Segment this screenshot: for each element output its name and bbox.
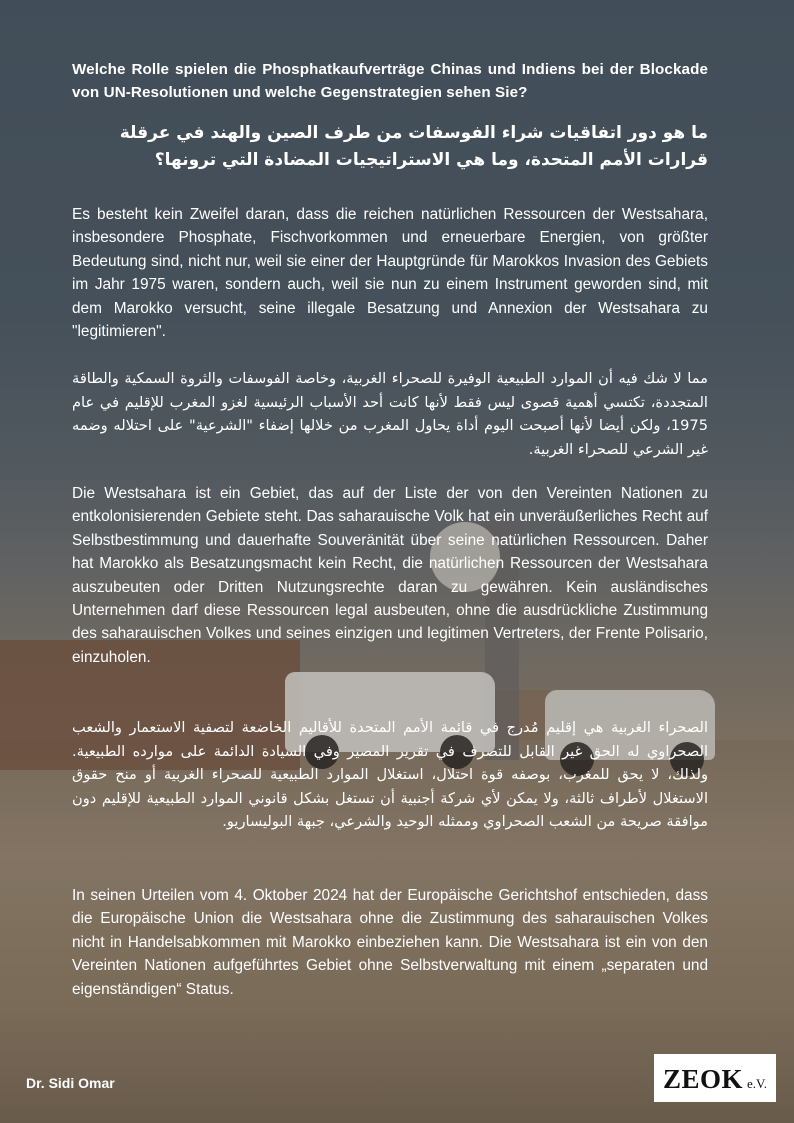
logo-main-text: ZEOK [662, 1064, 744, 1094]
question-german: Welche Rolle spielen die Phosphatkaufverträge Chinas und Indiens bei der Blockade von UN-Resolutionen und welche Gegenstrategien sehen Sie? [72, 61, 708, 101]
paragraph-german-1: Es besteht kein Zweifel daran, dass die reichen natürlichen Ressourcen der Westsahara, insbesondere Phosphate, Fischvorkommen und erneuerbare Energien, von größter Bedeutung sind, nicht nur, weil sie einer der Hauptgründe für Marokkos Invasion des Gebiets im Jahr 1975 waren, sondern auch, weil sie nun zu einem Instrument geworden sind, mit dem Marokko versucht, seine illegale Besatzung und Annexion der Westsahara zu "legitimieren". [72, 206, 708, 341]
paragraph-german-2: Die Westsahara ist ein Gebiet, das auf der Liste der von den Vereinten Nationen zu entkolonisierenden Gebiete steht. Das saharauische Volk hat ein unveräußerliches Recht auf Selbstbestimmung und dauerhafte Souveränität über seine natürlichen Ressourcen. Daher hat Marokko als Besatzungsmacht kein Recht, die natürlichen Ressourcen der Westsahara auszubeuten oder Dritten Nutzungsrechte daran zu gewähren. Kein ausländisches Unternehmen darf diese Ressourcen legal ausbeuten, ohne die ausdrückliche Zustimmung des saharauischen Volkes und seines einzigen und legitimen Vertreters, der Frente Polisario, einzuholen. [72, 485, 708, 666]
logo-sub-text: e.V. [747, 1076, 767, 1091]
paragraph-german-3: In seinen Urteilen vom 4. Oktober 2024 hat der Europäische Gerichtshof entschieden, dass die Europäische Union die Westsahara ohne die Zustimmung des saharauischen Volkes nicht in Handelsabkommen mit Marokko einbeziehen kann. Die Westsahara ist ein von den Vereinten Nationen aufgeführtes Gebiet ohne Selbstverwaltung mit einem „separaten und eigenständigen“ Status. [72, 887, 708, 998]
zeok-logo [654, 1054, 776, 1102]
author-name: Dr. Sidi Omar [26, 1075, 115, 1091]
paragraph-arabic-2: الصحراء الغربية هي إقليم مُدرج في قائمة الأمم المتحدة للأقاليم الخاضعة لتصفية الاستعمار والشعب الصحراوي له الحق غير القابل للتصرف في تقرير المصير وفي السيادة الدائمة على موارده الطبيعية. ولذلك، لا يحق للمغرب، بوصفه قوة احتلال، استغلال الموارد الطبيعية للصحراء الغربية أو منح حقوق الاستغلال لأطراف ثالثة، ولا يمكن لأي شركة أجنبية أن تستغل بشكل قانوني الموارد الطبيعية للإقليم دون موافقة صريحة من الشعب الصحراوي وممثله الوحيد والشرعي، جبهة البوليساريو. [72, 719, 708, 831]
question-arabic: ما هو دور اتفاقيات شراء الفوسفات من طرف الصين والهند في عرقلة قرارات الأمم المتحدة، وما هي الاستراتيجيات المضادة التي ترونها؟ [119, 123, 708, 170]
paragraph-arabic-1: مما لا شك فيه أن الموارد الطبيعية الوفيرة للصحراء الغربية، وخاصة الفوسفات والثروة السمكية والطاقة المتجددة، تكتسي أهمية قصوى ليس فقط لأنها كانت أحد الأسباب الرئيسية لغزو المغرب للإقليم في عام 1975، ولكن أيضا لأنها أصبحت اليوم أداة يحاول المغرب من خلالها إضفاء "الشرعية" على احتلاله وضمه غير الشرعي للصحراء الغربية. [72, 370, 708, 458]
